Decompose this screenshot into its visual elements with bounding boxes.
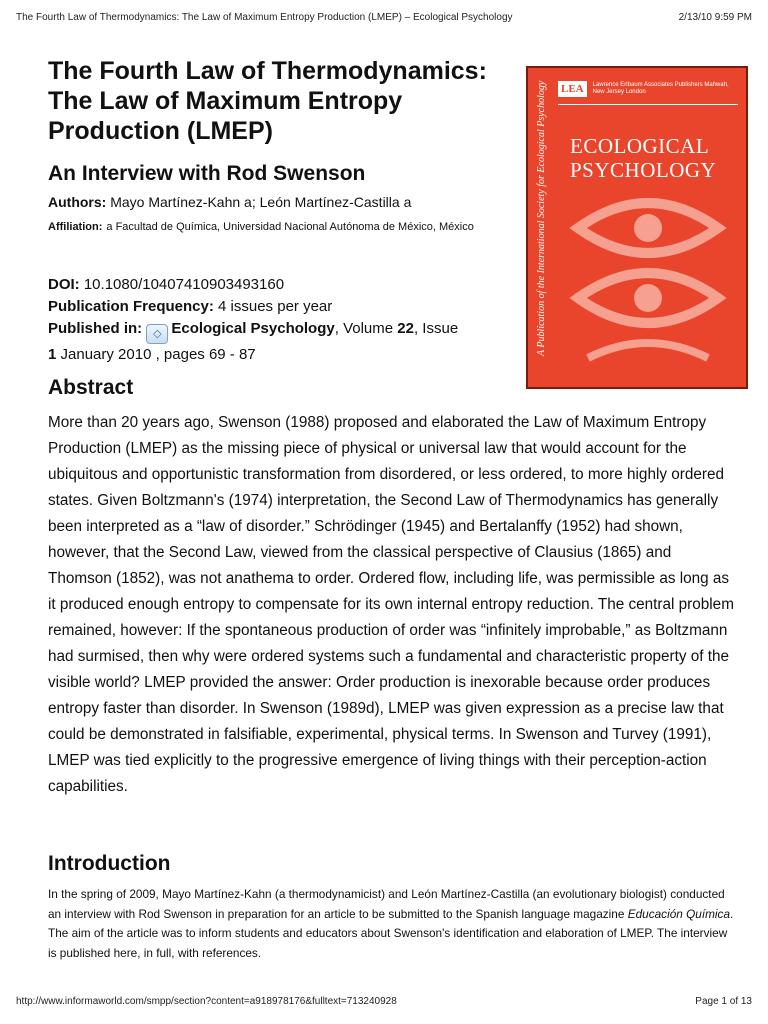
volume-number[interactable]: 22: [397, 320, 414, 337]
doi-line: [48, 274, 518, 296]
doi-label: DOI:: [48, 276, 80, 293]
authors-label: Authors:: [48, 194, 107, 210]
published-label: Published in:: [48, 320, 143, 337]
cover-rule: [558, 104, 738, 105]
introduction-text: [48, 885, 738, 963]
affiliation-line: [48, 220, 518, 235]
published-in-line: [48, 318, 518, 366]
cover-side-text: A Publication of the International Society for Ecological Psychology: [536, 80, 547, 356]
print-header: [16, 12, 752, 23]
introduction-text-1: In the spring of 2009, Mayo Martínez-Kahn (a thermodynamicist) and León Martínez-Castilla (an evolutionary biologist) conducted an interview with Rod Swenson in preparation for an article to be submitted to the Spanish language magazine: [48, 887, 725, 921]
issue-prefix: , Issue: [413, 320, 459, 337]
authors-line: [48, 194, 411, 210]
print-footer-page: Page 1 of 13: [695, 996, 752, 1007]
issue-details: January 2010 , pages 69 - 87: [56, 346, 256, 363]
cover-title-line-1: ECOLOGICAL: [570, 134, 710, 158]
frequency-value: 4 issues per year: [218, 298, 333, 315]
print-footer-url: http://www.informaworld.com/smpp/section?content=a918978176&fulltext=713240928: [16, 996, 397, 1007]
authors-value[interactable]: Mayo Martínez-Kahn a; León Martínez-Castilla a: [110, 194, 412, 210]
journal-cover: [526, 66, 748, 389]
magazine-title: Educación Química: [627, 906, 731, 921]
cover-journal-title: [570, 134, 716, 182]
journal-link-icon[interactable]: ◇: [146, 324, 168, 344]
doi-value[interactable]: 10.1080/10407410903493160: [83, 276, 285, 293]
volume-prefix: , Volume: [334, 320, 398, 337]
article-subtitle: An Interview with Rod Swenson: [48, 162, 366, 185]
introduction-text-2: . The aim of the article was to inform students and educators about Swenson's identification and elaboration of LMEP. The interview is published here, in full, with references.: [48, 906, 734, 960]
affiliation-value: a Facultad de Química, Universidad Nacional Autónoma de México, México: [106, 221, 474, 233]
print-header-datetime: 2/13/10 9:59 PM: [678, 12, 752, 23]
journal-link[interactable]: Ecological Psychology: [171, 320, 335, 337]
frequency-label: Publication Frequency:: [48, 298, 214, 315]
article-title: The Fourth Law of Thermodynamics: The Law of Maximum Entropy Production (LMEP): [48, 57, 487, 145]
print-footer: [16, 996, 752, 1007]
cover-title-line-2: PSYCHOLOGY: [570, 158, 717, 182]
article-meta: [48, 274, 518, 366]
issue-number[interactable]: 1: [48, 346, 57, 363]
publisher-logo: LEA: [558, 81, 587, 97]
affiliation-label: Affiliation:: [48, 221, 103, 233]
cover-publisher-band: [558, 78, 738, 100]
abstract-text: More than 20 years ago, Swenson (1988) proposed and elaborated the Law of Maximum Entropy Production (LMEP) as the missing piece of physical or universal law that would account for the ubiquitous and opportunistic transformation from disordered, or less ordered, to more highly ordered states. Given Boltzmann's (1974) interpretation, the Second Law of Thermodynamics has generally been interpreted as a “law of disorder.” Schrödinger (1945) and Bertalanffy (1952) had shown, however, that the Second Law, viewed from the classical perspective of Clausius (1865) and Thomson (1852), was not anathema to order. Ordered flow, including life, was permissible as long as it produced enough entropy to compensate for its own internal entropy reduction. The central problem remained, however: If the spontaneous production of order was “infinitely improbable,” as Boltzmann had surmised, then why were ordered systems such a fundamental and characteristic property of the visible world? LMEP provided the answer: Order production is inexorable because order produces entropy faster than disorder. In Swenson (1989d), LMEP was given expression as a precise law that could be demonstrated in falsifiable, experimental, physical terms. In Swenson and Turvey (1991), LMEP was tied explicitly to the progressive emergence of living things with their perception-action capabilities.: [48, 414, 734, 795]
print-header-title: The Fourth Law of Thermodynamics: The Law of Maximum Entropy Production (LMEP) – Ecological Psychology: [16, 12, 513, 23]
frequency-line: [48, 296, 518, 318]
abstract-heading: Abstract: [48, 376, 134, 399]
introduction-heading: Introduction: [48, 852, 171, 875]
publisher-text: Lawrence Erlbaum Associates Publishers Mahwah, New Jersey London: [592, 82, 729, 95]
cover-eye-graphic-icon: [558, 188, 738, 378]
